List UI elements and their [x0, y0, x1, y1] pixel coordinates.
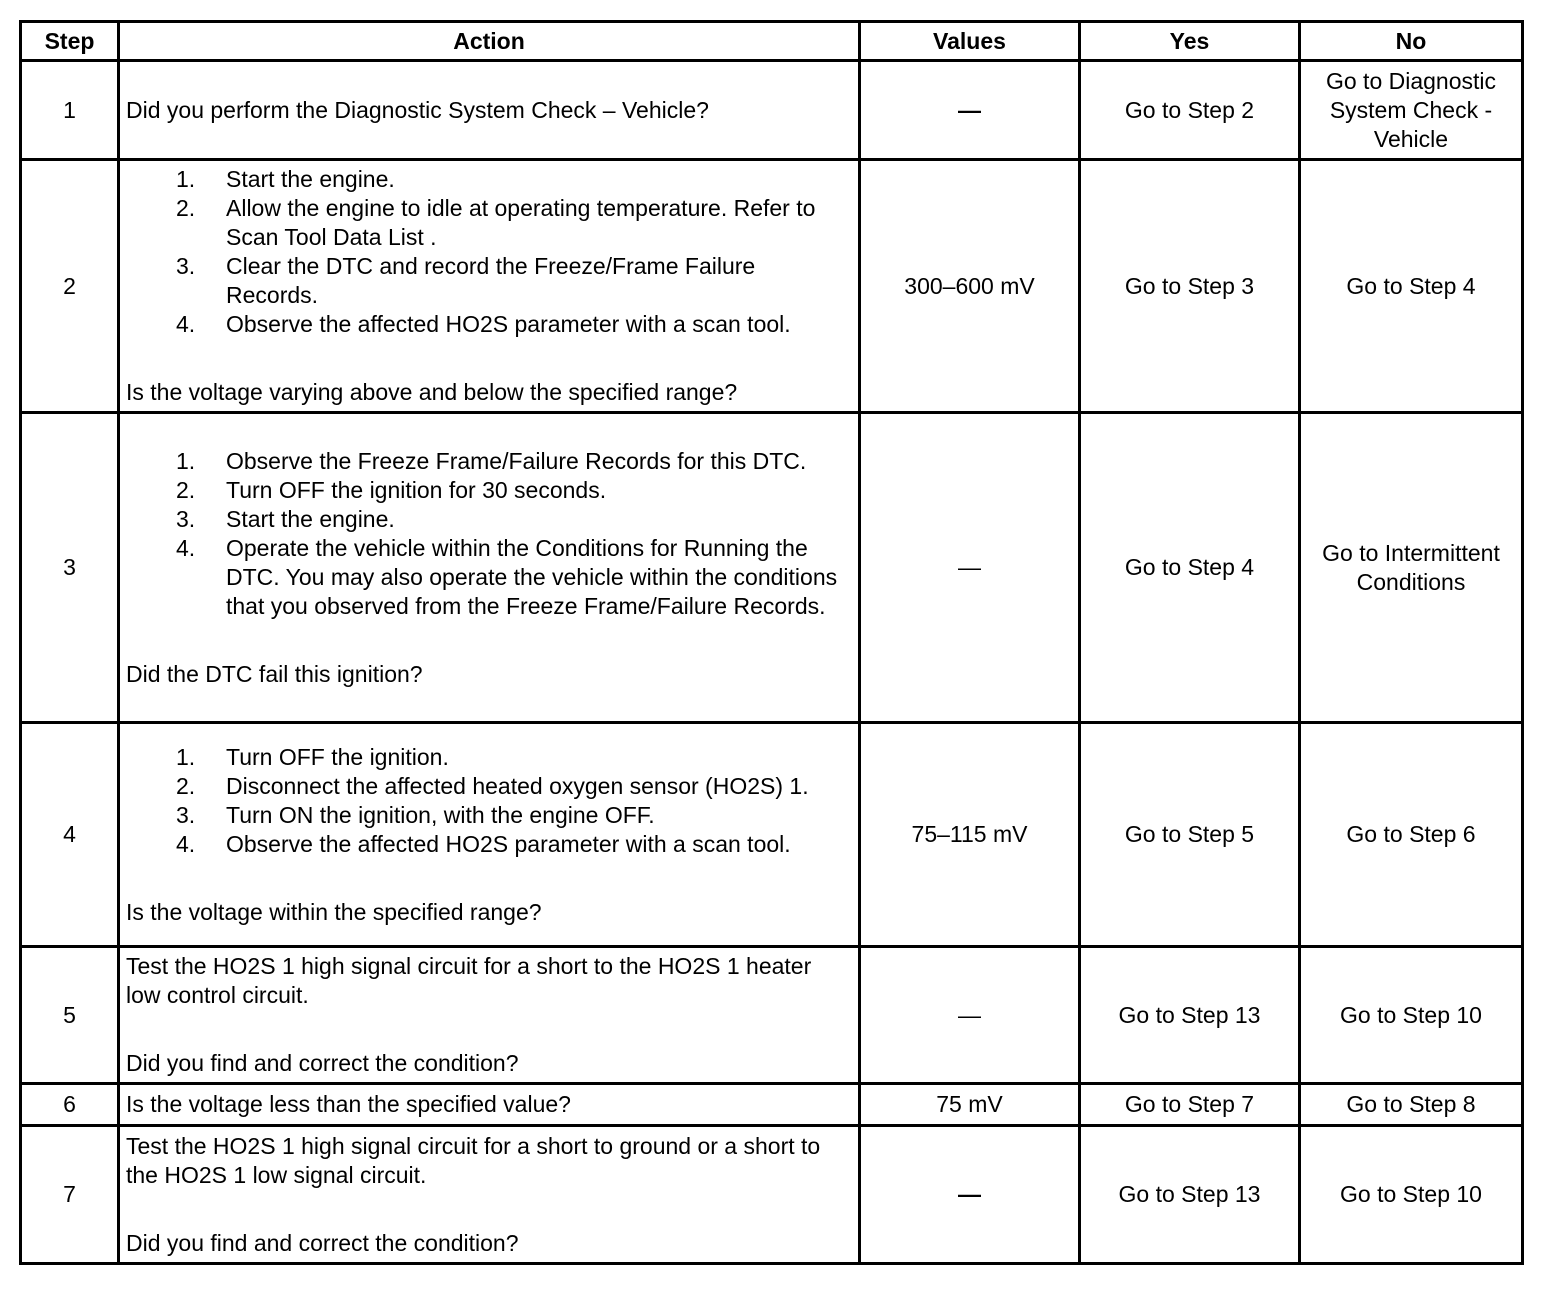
step-number: 7 — [21, 1126, 119, 1264]
action-text: Test the HO2S 1 high signal circuit for a short to ground or a short to the HO2S 1 low signal circuit. — [126, 1132, 821, 1188]
diagnostic-table — [19, 20, 1524, 1265]
header-step: Step — [21, 22, 119, 61]
no-cell: Go to Step 8 — [1300, 1084, 1523, 1126]
action-cell — [119, 413, 860, 723]
question-text: Is the voltage varying above and below the specified range? — [126, 379, 738, 405]
value-cell: 75 mV — [860, 1084, 1080, 1126]
header-action: Action — [119, 22, 860, 61]
header-yes: Yes — [1080, 22, 1300, 61]
table-row-step-7 — [21, 1126, 1523, 1264]
header-values: Values — [860, 22, 1080, 61]
action-cell — [119, 160, 860, 413]
question-text: Did you find and correct the condition? — [126, 1229, 519, 1256]
table-row-step-5 — [21, 947, 1523, 1084]
list-item: 3. Clear the DTC and record the Freeze/Frame Failure Records. — [176, 253, 756, 308]
step-number: 1 — [21, 61, 119, 160]
list-item: 2. Allow the engine to idle at operating temperature. Refer to Scan Tool Data List . — [176, 195, 816, 250]
step-number: 2 — [21, 160, 119, 413]
action-cell — [119, 947, 860, 1084]
yes-cell: Go to Step 7 — [1080, 1084, 1300, 1126]
value-cell: — — [860, 947, 1080, 1084]
procedure-list — [126, 165, 852, 339]
step-number: 5 — [21, 947, 119, 1084]
value-cell: — — [860, 61, 1080, 160]
no-cell: Go to Step 6 — [1300, 723, 1523, 947]
list-item: 4. Operate the vehicle within the Conditions for Running the DTC. You may also operate the vehicle within the conditions that you observed from the Freeze Frame/Failure Records. — [176, 534, 838, 619]
action-cell — [119, 723, 860, 947]
header-no: No — [1300, 22, 1523, 61]
no-cell: Go to Step 10 — [1300, 947, 1523, 1084]
yes-cell: Go to Step 5 — [1080, 723, 1300, 947]
yes-cell: Go to Step 4 — [1080, 413, 1300, 723]
header-row — [21, 22, 1523, 61]
value-cell: — — [860, 1126, 1080, 1264]
step-number: 6 — [21, 1084, 119, 1126]
question-text: Did you find and correct the condition? — [126, 1050, 519, 1076]
yes-cell: Go to Step 13 — [1080, 947, 1300, 1084]
list-item: 4. Observe the affected HO2S parameter with a scan tool. — [176, 311, 791, 337]
no-cell: Go to Intermittent Conditions — [1300, 413, 1523, 723]
yes-cell: Go to Step 13 — [1080, 1126, 1300, 1264]
list-item: 3. Start the engine. — [176, 505, 395, 532]
list-item: 2. Turn OFF the ignition for 30 seconds. — [176, 476, 607, 503]
no-cell: Go to Step 4 — [1300, 160, 1523, 413]
list-item: 1. Start the engine. — [176, 166, 395, 192]
question-text: Did the DTC fail this ignition? — [126, 660, 423, 687]
list-item: 1. Observe the Freeze Frame/Failure Records for this DTC. — [176, 447, 807, 474]
no-cell: Go to Step 10 — [1300, 1126, 1523, 1264]
action-text: Did you perform the Diagnostic System Check – Vehicle? — [126, 96, 709, 123]
step-number: 4 — [21, 723, 119, 947]
action-cell — [119, 1084, 860, 1126]
table-row-step-1 — [21, 61, 1523, 160]
action-cell — [119, 61, 860, 160]
table-row-step-3 — [21, 413, 1523, 723]
no-cell: Go to Diagnostic System Check - Vehicle — [1300, 61, 1523, 160]
step-number: 3 — [21, 413, 119, 723]
value-cell: 300–600 mV — [860, 160, 1080, 413]
value-cell: 75–115 mV — [860, 723, 1080, 947]
action-text: Test the HO2S 1 high signal circuit for a short to the HO2S 1 heater low control circuit. — [126, 953, 812, 1008]
yes-cell: Go to Step 3 — [1080, 160, 1300, 413]
question-text: Is the voltage within the specified range? — [126, 898, 542, 925]
list-item: 3. Turn ON the ignition, with the engine OFF. — [176, 801, 655, 828]
action-cell — [119, 1126, 860, 1264]
table-row-step-2 — [21, 160, 1523, 413]
procedure-list — [126, 447, 852, 621]
procedure-list — [126, 743, 852, 859]
value-cell: — — [860, 413, 1080, 723]
list-item: 2. Disconnect the affected heated oxygen sensor (HO2S) 1. — [176, 772, 809, 799]
list-item: 4. Observe the affected HO2S parameter with a scan tool. — [176, 830, 791, 857]
table-row-step-6 — [21, 1084, 1523, 1126]
list-item: 1. Turn OFF the ignition. — [176, 743, 449, 770]
table-row-step-4 — [21, 723, 1523, 947]
action-text: Is the voltage less than the specified value? — [126, 1091, 571, 1117]
yes-cell: Go to Step 2 — [1080, 61, 1300, 160]
